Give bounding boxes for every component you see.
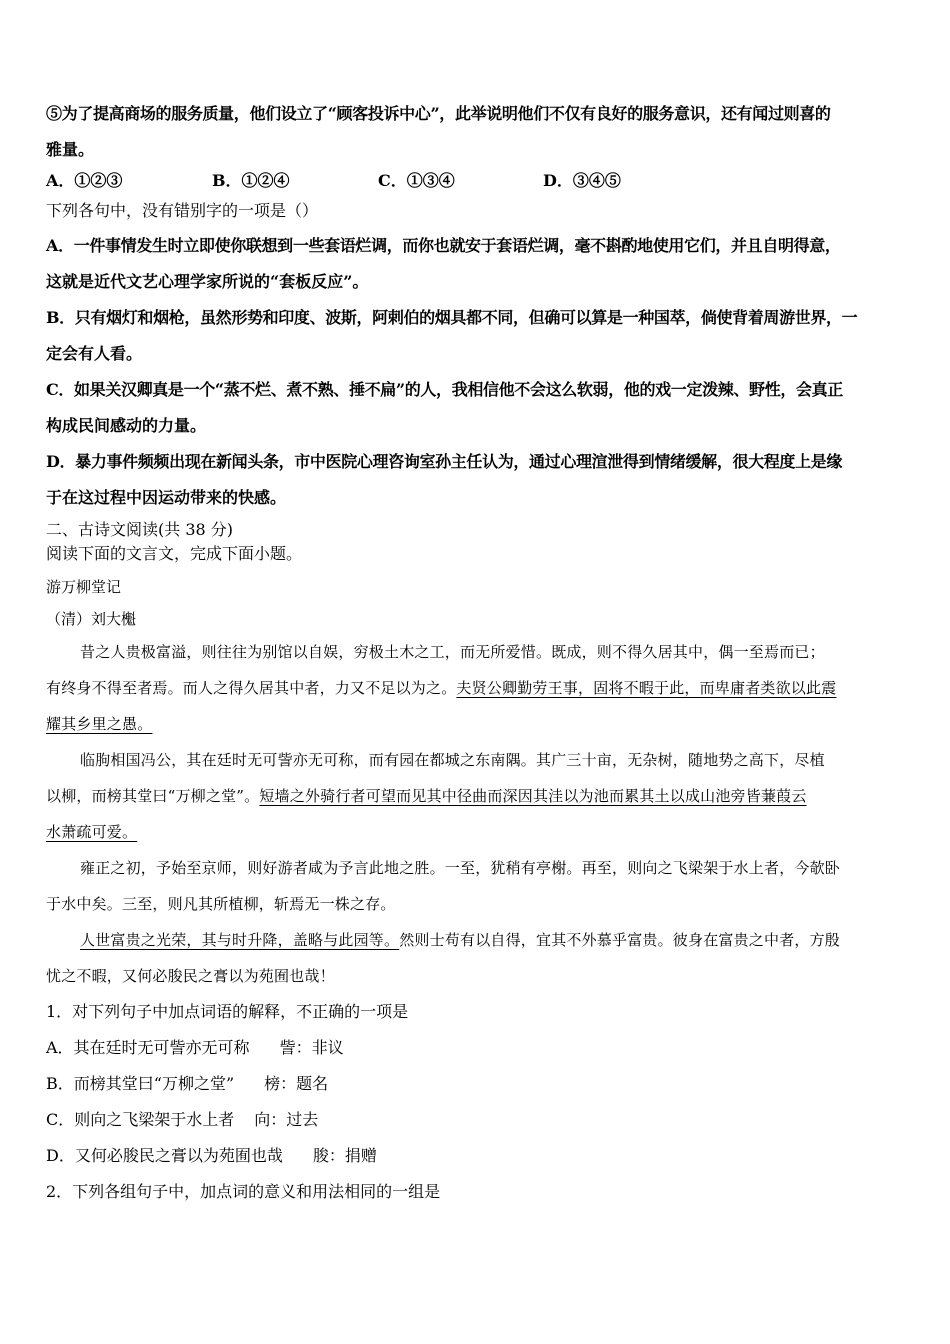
question-typo	[46, 194, 906, 516]
paragraph-1-line2	[46, 670, 906, 706]
section-2	[46, 518, 906, 994]
question-1	[46, 994, 906, 1174]
question-2	[46, 1174, 906, 1210]
question-2-stem: 2．下列各组句子中，加点词的意义和用法相同的一组是	[46, 1182, 441, 1201]
paragraph-1-underlined: 夫贤公卿勤劳王事，固将不暇于此，而卑庸者类欲以此震	[456, 679, 837, 697]
paragraph-4-text-b: 然则士苟有以自得，宜其不外慕乎富贵。彼身在富贵之中者，方殷	[399, 931, 841, 949]
paragraph-2-underlined: 短墙之外骑行者可望而见其中径曲而深因其洼以为池而累其土以成山池旁皆蒹葭云	[259, 787, 807, 805]
passage-body	[46, 634, 906, 994]
question-1-option-c	[46, 1102, 906, 1138]
question-1-option-d	[46, 1138, 906, 1174]
paragraph-2-text-a: 以柳，而榜其堂曰“万柳之堂”。	[46, 787, 260, 805]
paragraph-2-line1: 临朐相国冯公，其在廷时无可訾亦无可称，而有园在都城之东南隅。其广三十亩，无杂树，随地势之高下，尽植	[80, 751, 825, 769]
typo-option-a-line2: 这就是近代文艺心理学家所说的“套板反应”。	[46, 272, 369, 291]
paragraph-3-line1: 雍正之初，予始至京师，则好游者咸为予言此地之胜。一至，犹稍有亭榭。再至，则向之飞梁架于水上者，今欹卧	[80, 859, 841, 877]
paragraph-3-line2: 于水中矣。三至，则凡其所植柳，斩焉无一株之存。	[46, 895, 396, 913]
q1-b-text: B．而榜其堂曰“万柳之堂”	[46, 1074, 235, 1093]
option-c: C．①③④	[378, 171, 455, 190]
question-1-option-a	[46, 1030, 906, 1066]
typo-option-a-line1: A．一件事情发生时立即使你联想到一些套语烂调，而你也就安于套语烂调，毫不斟酌地使用它们，并且自明得意，	[46, 236, 841, 255]
q1-b-gloss: 榜：题名	[264, 1074, 329, 1093]
q1-c-text: C．则向之飞梁架于水上者	[46, 1110, 235, 1129]
paragraph-1-line3: 耀其乡里之愚。	[46, 715, 153, 733]
typo-option-b-line2: 定会有人看。	[46, 344, 143, 363]
answer-options	[46, 168, 906, 198]
paragraph-1-line1: 昔之人贵极富溢，则往往为别馆以自娱，穷极土木之工，而无所爱惜。既成，则不得久居其中，偶一至焉而已；	[80, 643, 825, 661]
q1-d-text: D．又何必朘民之膏以为苑囿也哉	[46, 1146, 283, 1165]
option-b: B．①②④	[212, 171, 290, 190]
question-item-5	[46, 96, 906, 168]
q1-a-gloss: 訾：非议	[279, 1038, 344, 1057]
paragraph-4-line1	[46, 922, 906, 958]
item5-line2: 雅量。	[46, 140, 95, 159]
typo-option-d-line1: D．暴力事件频频出现在新闻头条，市中医院心理咨询室孙主任认为，通过心理渲泄得到情绪缓解，很大程度上是缘	[46, 452, 843, 471]
q1-a-text: A．其在廷时无可訾亦无可称	[46, 1038, 250, 1057]
question-1-stem: 1．对下列句子中加点词语的解释，不正确的一项是	[46, 1002, 409, 1021]
typo-option-b-line1: B．只有烟灯和烟枪，虽然形势和印度、波斯，阿剌伯的烟具都不同，但确可以算是一种国萃，倘使背着周游世界，一	[46, 308, 858, 327]
typo-option-c-line1: C．如果关汉卿真是一个“蒸不烂、煮不熟、捶不扁”的人，我相信他不会这么软弱，他的戏一定泼辣、野性，会真正	[46, 380, 843, 399]
passage-author: （清）刘大櫆	[46, 610, 137, 628]
question-typo-stem: 下列各句中，没有错别字的一项是（）	[46, 201, 319, 220]
typo-option-d-line2: 于在这过程中因运动带来的快感。	[46, 488, 287, 507]
paragraph-1-text-a: 有终身不得至者焉。而人之得久居其中者，力又不足以为之。	[46, 679, 457, 697]
typo-option-c-line2: 构成民间感动的力量。	[46, 416, 207, 435]
section-heading: 二、古诗文阅读(共 38 分)	[46, 520, 234, 539]
option-d: D．③④⑤	[543, 171, 621, 190]
item5-line1: ⑤为了提高商场的服务质量，他们设立了“顾客投诉中心”，此举说明他们不仅有良好的服务意识，还有闻过则喜的	[46, 104, 831, 123]
paragraph-2-line2	[46, 778, 906, 814]
passage-title: 游万柳堂记	[46, 578, 122, 596]
document-page	[46, 96, 906, 1210]
option-a: A．①②③	[46, 171, 123, 190]
paragraph-4-line2: 忧之不暇，又何必朘民之膏以为苑囿也哉！	[46, 967, 335, 985]
section-intro: 阅读下面的文言文，完成下面小题。	[46, 544, 303, 563]
q1-d-gloss: 朘：捐赠	[312, 1146, 377, 1165]
q1-c-gloss: 向：过去	[254, 1110, 319, 1129]
paragraph-4-underlined: 人世富贵之光荣，其与时升降，盖略与此园等。	[80, 931, 400, 949]
paragraph-2-line3: 水萧疏可爱。	[46, 823, 138, 841]
question-1-option-b	[46, 1066, 906, 1102]
